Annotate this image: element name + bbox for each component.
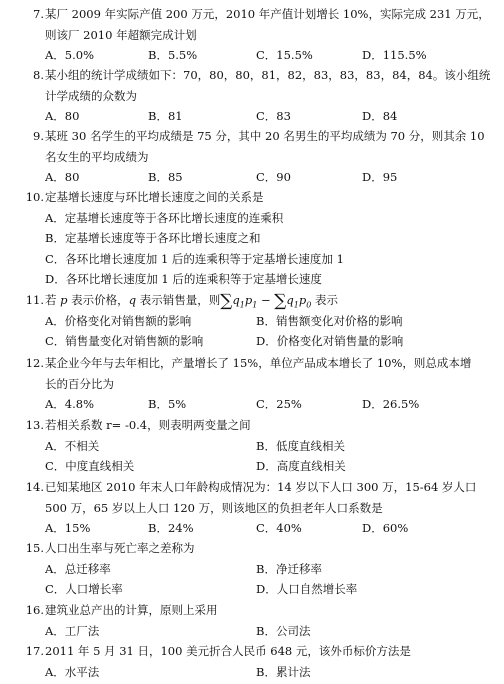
option-a: A．工厂法 xyxy=(45,623,100,638)
option-d: D．高度直线相关 xyxy=(256,459,346,473)
question-number: 16. xyxy=(25,603,44,617)
question-number: 8. xyxy=(33,68,44,82)
option-c: C．40% xyxy=(256,521,302,535)
option-d: D．84 xyxy=(362,109,398,123)
question-14 xyxy=(0,477,504,539)
option-a: A．80 xyxy=(45,170,80,184)
option-a: A．15% xyxy=(45,521,91,535)
symbol-q: q xyxy=(128,293,137,307)
option-d: D．价格变化对销售量的影响 xyxy=(256,334,404,348)
question-stem: 某企业今年与去年相比，产量增长了 15%，单位产品成本增长了 10%，则总成本增 xyxy=(45,356,472,370)
question-12 xyxy=(0,353,504,415)
question-7 xyxy=(0,4,504,66)
option-a: A．总迁移率 xyxy=(45,561,111,576)
question-stem-cont: 长的百分比为 xyxy=(45,376,114,391)
question-stem: 某班 30 名学生的平均成绩是 75 分，其中 20 名男生的平均成绩为 70 分，则其余 10 xyxy=(45,129,485,143)
option-d: D．115.5% xyxy=(362,48,427,62)
option-d: D．人口自然增长率 xyxy=(256,582,358,596)
question-stem: 若相关系数 r= -0.4，则表明两变量之间 xyxy=(45,418,251,432)
question-stem-cont: 则该厂 2010 年超额完成计划 xyxy=(45,27,197,42)
option-b: B．销售额变化对价格的影响 xyxy=(256,313,403,328)
question-16 xyxy=(0,600,504,641)
question-number: 17. xyxy=(25,644,44,658)
question-stem: 2011 年 5 月 31 日，100 美元折合人民币 648 元，该外币标价方法是 xyxy=(45,644,411,658)
option-c: C．90 xyxy=(256,170,291,184)
symbol-p: p xyxy=(60,293,68,307)
question-11 xyxy=(0,290,504,352)
question-13 xyxy=(0,415,504,477)
question-number: 11. xyxy=(25,293,44,307)
option-d: D．60% xyxy=(362,521,409,535)
question-10 xyxy=(0,187,504,290)
option-d: D．26.5% xyxy=(362,397,420,411)
option-c: C．25% xyxy=(256,397,302,411)
option-a: A．80 xyxy=(45,109,80,123)
option-b: B．85 xyxy=(148,170,183,184)
question-number: 14. xyxy=(25,480,44,494)
option-b: B．净迁移率 xyxy=(256,561,322,576)
option-c: C．15.5% xyxy=(256,48,313,62)
option-b: B．5% xyxy=(148,397,187,411)
question-stem: 已知某地区 2010 年末人口年龄构成情况为：14 岁以下人口 300 万，15-64 岁人口 xyxy=(45,480,477,494)
option-d: D．各环比增长速度加 1 后的连乘积等于定基增长速度 xyxy=(45,272,322,286)
question-number: 7. xyxy=(33,7,44,21)
question-stem-cont: 计学成绩的众数为 xyxy=(45,88,137,103)
option-c: C．人口增长率 xyxy=(45,582,123,596)
question-15 xyxy=(0,538,504,600)
option-b: B．81 xyxy=(148,109,183,123)
option-c: C．销售量变化对销售额的影响 xyxy=(45,334,204,348)
question-stem: 某小组的统计学成绩如下：70，80，80，81，82，83，83，83，84，84。该小组统 xyxy=(45,68,491,82)
question-number: 13. xyxy=(25,418,44,432)
question-number: 10. xyxy=(25,190,44,204)
option-a: A．5.0% xyxy=(45,48,95,62)
option-a: A．水平法 xyxy=(45,664,100,679)
question-number: 15. xyxy=(25,541,44,555)
question-stem: 若 p 表示价格，q 表示销售量，则$\sum q_1p_1 - \sum q_1p_0$ 表示 xyxy=(45,291,338,311)
option-b: B．低度直线相关 xyxy=(256,438,345,453)
option-b: B．定基增长速度等于各环比增长速度之和 xyxy=(45,231,261,245)
question-stem-cont: 名女生的平均成绩为 xyxy=(45,149,149,164)
option-a: A．4.8% xyxy=(45,397,95,411)
option-a: A．定基增长速度等于各环比增长速度的连乘积 xyxy=(45,210,284,225)
option-b: B．累计法 xyxy=(256,664,311,679)
question-9 xyxy=(0,126,504,188)
option-a: A．不相关 xyxy=(45,438,100,453)
question-stem: 定基增长速度与环比增长速度之间的关系是 xyxy=(45,190,264,204)
option-d: D．95 xyxy=(362,170,398,184)
option-b: B．公司法 xyxy=(256,623,311,638)
index-formula: $\sum q_1p_1 - \sum q_1p_0$ xyxy=(220,291,312,311)
question-number: 9. xyxy=(33,129,44,143)
question-17 xyxy=(0,641,504,680)
question-stem-cont: 500 万，65 岁以上人口 120 万，则该地区的负担老年人口系数是 xyxy=(45,500,383,515)
question-8 xyxy=(0,65,504,127)
option-c: C．中度直线相关 xyxy=(45,459,135,473)
question-number: 12. xyxy=(25,356,44,370)
question-stem: 建筑业总产出的计算，原则上采用 xyxy=(45,603,218,617)
option-c: C．83 xyxy=(256,109,291,123)
option-a: A．价格变化对销售额的影响 xyxy=(45,313,192,328)
option-c: C．各环比增长速度加 1 后的连乘积等于定基增长速度加 1 xyxy=(45,251,344,266)
question-stem: 某厂 2009 年实际产值 200 万元，2010 年产值计划增长 10%，实际完成 231 万元， xyxy=(45,7,490,21)
option-b: B．5.5% xyxy=(148,48,198,62)
option-b: B．24% xyxy=(148,521,194,535)
question-stem: 人口出生率与死亡率之差称为 xyxy=(45,541,195,555)
